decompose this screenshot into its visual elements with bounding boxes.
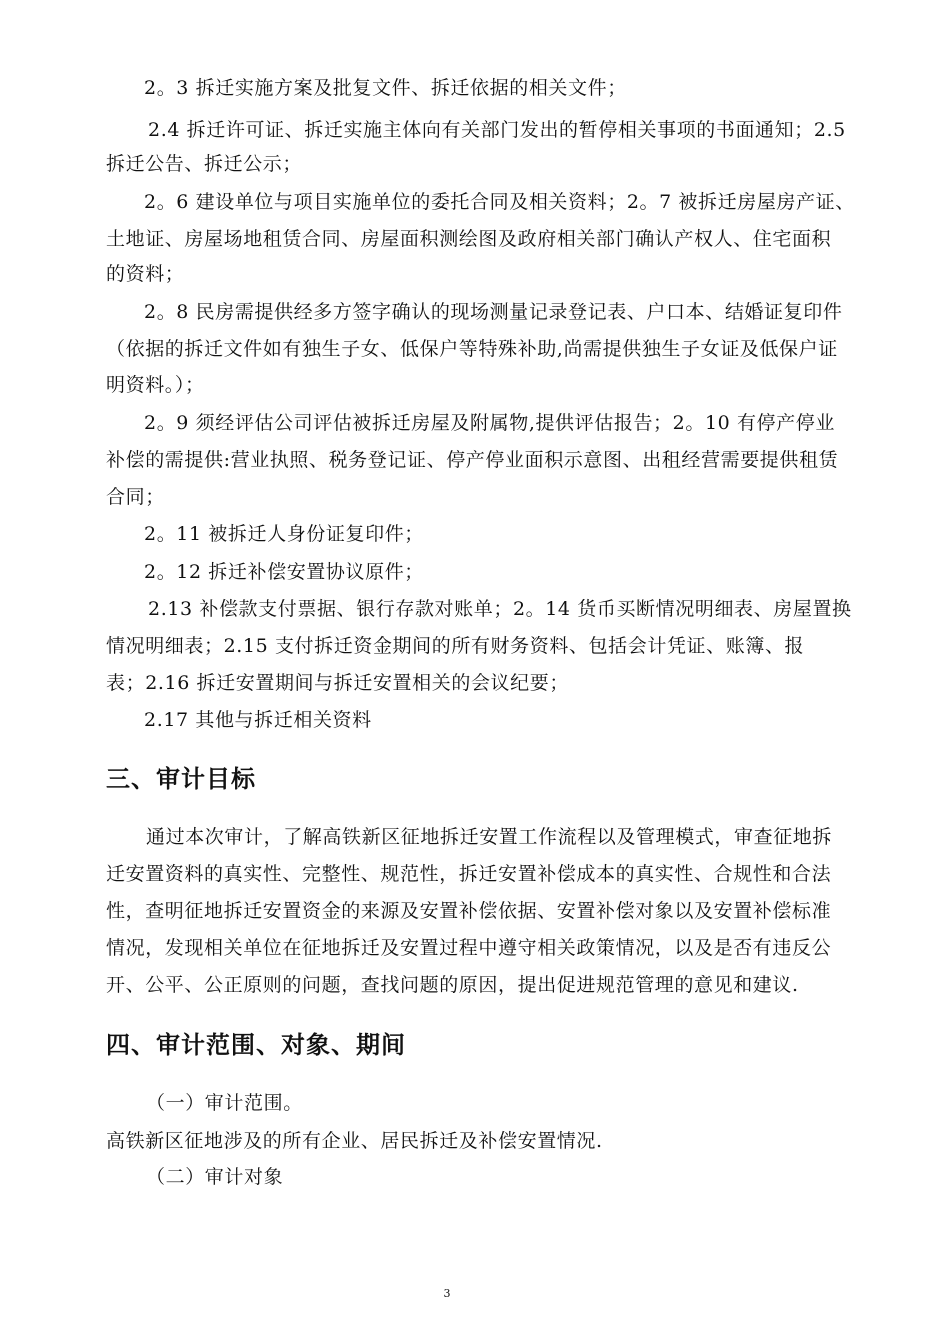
materials-item-2-10-end: 合同； [106,486,165,508]
materials-item-2-17: 2.17 其他与拆迁相关资料 [144,709,372,731]
subheading-audit-object: （二）审计对象 [146,1166,284,1188]
materials-item-2-15: 情况明细表；2.15 支付拆迁资金期间的所有财务资料、包括会计凭证、账簿、报 [106,635,805,657]
materials-item-2-10: 补偿的需提供:营业执照、税务登记证、停产停业面积示意图、出租经营需要提供租赁 [106,449,839,471]
materials-item-2-5: 拆迁公告、拆迁公示； [106,153,303,175]
materials-item-2-16: 表；2.16 拆迁安置期间与拆迁安置相关的会议纪要； [106,672,569,694]
materials-item-2-12: 2。12 拆迁补偿安置协议原件； [144,561,424,583]
materials-item-2-11: 2。11 被拆迁人身份证复印件； [144,523,424,545]
materials-item-2-3: 2。3 拆迁实施方案及批复文件、拆迁依据的相关文件； [144,77,627,99]
materials-item-2-8-cont: （依据的拆迁文件如有独生子女、低保户等特殊补助,尚需提供独生子女证及低保户证 [106,338,838,360]
section3-paragraph-line: 情况，发现相关单位在征地拆迁及安置过程中遵守相关政策情况，以及是否有违反公 [106,937,832,959]
materials-item-2-7-end: 的资料； [106,263,185,285]
section3-paragraph-line: 性，查明征地拆迁安置资金的来源及安置补偿依据、安置补偿对象以及安置补偿标准 [106,900,832,922]
page-number: 3 [443,1287,451,1300]
materials-item-2-8-end: 明资料。）； [106,374,205,396]
materials-item-2-7-cont: 土地证、房屋场地租赁合同、房屋面积测绘图及政府相关部门确认产权人、住宅面积 [106,228,832,250]
materials-item-2-13: 2.13 补偿款支付票据、银行存款对账单；2。14 货币买断情况明细表、房屋置换 [148,598,852,620]
section3-paragraph-line: 迁安置资料的真实性、完整性、规范性，拆迁安置补偿成本的真实性、合规性和合法 [106,863,832,885]
materials-item-2-8: 2。8 民房需提供经多方签字确认的现场测量记录登记表、户口本、结婚证复印件 [144,301,843,323]
section-heading-audit-scope: 四、审计范围、对象、期间 [106,1031,406,1059]
audit-scope-description: 高铁新区征地涉及的所有企业、居民拆迁及补偿安置情况. [106,1130,603,1152]
materials-item-2-4: 2.4 拆迁许可证、拆迁实施主体向有关部门发出的暂停相关事项的书面通知；2.5 [148,119,846,141]
section-heading-audit-objectives: 三、审计目标 [106,765,256,793]
section3-paragraph-line: 开、公平、公正原则的问题，查找问题的原因，提出促进规范管理的意见和建议. [106,974,799,996]
section3-paragraph-line: 通过本次审计，了解高铁新区征地拆迁安置工作流程以及管理模式，审查征地拆 [146,826,833,848]
materials-item-2-9: 2。9 须经评估公司评估被拆迁房屋及附属物,提供评估报告；2。10 有停产停业 [144,412,835,434]
materials-item-2-6: 2。6 建设单位与项目实施单位的委托合同及相关资料；2。7 被拆迁房屋房产证、 [144,191,855,213]
subheading-audit-scope: （一）审计范围。 [146,1092,303,1114]
